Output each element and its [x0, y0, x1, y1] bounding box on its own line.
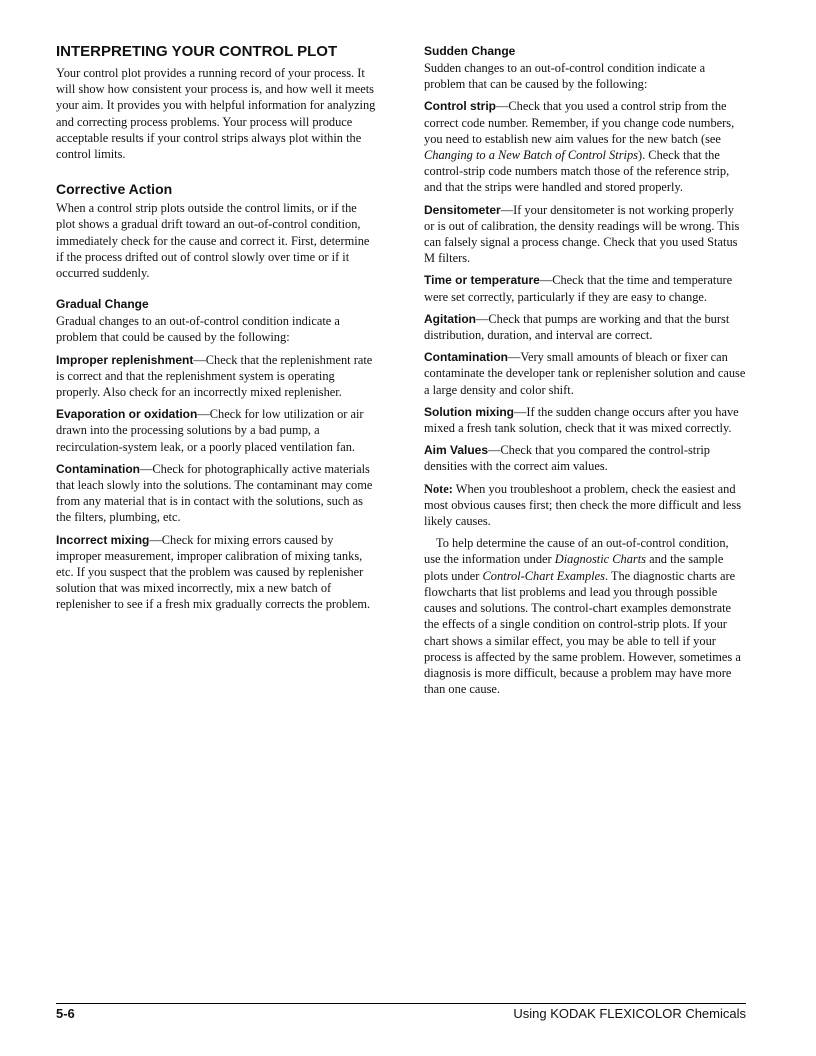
- left-column: [56, 42, 378, 619]
- sudden-item: [424, 202, 746, 267]
- gradual-item: [56, 461, 378, 526]
- gradual-item: [56, 352, 378, 401]
- cross-reference: Control-Chart Examples: [482, 568, 605, 583]
- closing-text: and the sample plots under: [424, 552, 724, 583]
- sudden-item-term: Aim Values: [424, 443, 489, 458]
- gradual-item-text: —Check for photographically active materials that leach slowly into the solutions. The contaminant may come from any material that is in contact with the solutions, such as the filters, plumbing, etc.: [56, 461, 373, 525]
- corrective-action-heading: Corrective Action: [56, 181, 173, 198]
- gradual-item-term: Contamination: [56, 461, 140, 476]
- note-label: Note:: [424, 481, 453, 496]
- right-column: [424, 42, 746, 703]
- note-paragraph: [424, 481, 746, 530]
- closing-text: To help determine the cause of an out-of-control condition, use the information under: [424, 536, 729, 567]
- intro-paragraph: Your control plot provides a running record of your process. It will show how consistent your process is, and how well it meets your aim. It provides you with helpful information for analyzing and correcting process problems. Your process will produce acceptable results if your control strips always plot within the control limits.: [56, 66, 376, 162]
- footer-divider: [56, 1003, 746, 1004]
- sudden-item-term: Contamination: [424, 350, 508, 365]
- gradual-item: [56, 406, 378, 455]
- sudden-item-term: Control strip: [424, 99, 496, 114]
- gradual-item: [56, 532, 378, 613]
- sudden-item-term: Time or temperature: [424, 273, 540, 288]
- sudden-item-text: —Very small amounts of bleach or fixer can contaminate the developer tank or replenisher solution and cause a large density and color shift.: [424, 350, 746, 397]
- sudden-item-text: —If your densitometer is not working properly or is out of calibration, the density readings will be wrong. This can falsely signal a process change. Check that you used Status M filters.: [424, 202, 740, 266]
- sudden-item-text: ). Check that the control-strip code numbers match those of the reference strip, and that the strips were handled and stored properly.: [424, 148, 730, 195]
- sudden-item-term: Agitation: [424, 311, 476, 326]
- gradual-change-intro: Gradual changes to an out-of-control condition indicate a problem that could be caused by the following:: [56, 314, 340, 345]
- sudden-item: [424, 349, 746, 398]
- sudden-item-text: —Check that you compared the control-strip densities with the correct aim values.: [424, 443, 710, 474]
- cross-reference: Diagnostic Charts: [554, 552, 646, 567]
- sudden-item-text: —Check that you used a control strip from the correct code number. Remember, if you change code numbers, you need to establish new aim values for the new batch (see: [424, 99, 735, 146]
- gradual-item-text: —Check for low utilization or air drawn into the processing solutions by a bad pump, a recirculation-system leak, or a poorly placed ventilation fan.: [56, 407, 364, 454]
- sudden-item-text: —If the sudden change occurs after you have mixed a fresh tank solution, check that it was mixed correctly.: [424, 404, 739, 436]
- footer-title: Using KODAK FLEXICOLOR Chemicals: [513, 1006, 746, 1021]
- sudden-item-term: Solution mixing: [424, 404, 514, 419]
- sudden-item: [424, 311, 746, 343]
- cross-reference: Changing to a New Batch of Control Strips: [424, 148, 638, 163]
- sudden-item: [424, 272, 746, 304]
- sudden-change-heading: Sudden Change: [424, 44, 516, 58]
- closing-text: . The diagnostic charts are flowcharts that list problems and lead you through possible causes and solutions. The control-chart examples demonstrate the effects of a single condition on control-strip plots. If your chart shows a similar effect, you may be able to tell if your process is affected by the same problem. However, sometimes a diagnosis is more difficult, because a problem may have more than one cause.: [424, 568, 741, 697]
- section-heading: INTERPRETING YOUR CONTROL PLOT: [56, 43, 338, 60]
- gradual-item-text: —Check for mixing errors caused by improper measurement, improper calibration of mixing tanks, etc. If you suspect that the problem was caused by replenisher solution that was mixed incorrectly, mix a new batch of replenisher to see if a fresh mix gradually corrects the problem.: [56, 532, 371, 612]
- gradual-change-heading: Gradual Change: [56, 297, 149, 312]
- page-number: 5-6: [56, 1006, 75, 1021]
- corrective-action-paragraph: When a control strip plots outside the control limits, or if the plot shows a gradual drift toward an out-of-control condition, immediately check for the cause and correct it. First, determine if the process drifted out of control slowly over time or if it occurred suddenly.: [56, 201, 370, 281]
- closing-paragraph: [424, 535, 746, 697]
- gradual-item-term: Evaporation or oxidation: [56, 407, 198, 422]
- sudden-change-intro: Sudden changes to an out-of-control condition indicate a problem that can be caused by the following:: [424, 61, 706, 92]
- sudden-item: [424, 442, 746, 474]
- sudden-item: [424, 404, 746, 436]
- note-text: When you troubleshoot a problem, check the easiest and most obvious causes first; then check the more difficult and less likely causes.: [424, 481, 742, 529]
- sudden-item-term: Densitometer: [424, 202, 501, 217]
- gradual-item-term: Incorrect mixing: [56, 532, 150, 547]
- sudden-item-text: —Check that the time and temperature were set correctly, particularly if they are easy to change.: [424, 273, 733, 304]
- gradual-item-term: Improper replenishment: [56, 352, 194, 367]
- sudden-item-control-strip: [424, 98, 746, 195]
- sudden-item-text: —Check that pumps are working and that the burst distribution, duration, and interval are correct.: [424, 311, 730, 343]
- gradual-item-text: —Check that the replenishment rate is correct and that the replenishment system is operating properly. Also check for an incorrectly mixed replenisher.: [56, 352, 373, 400]
